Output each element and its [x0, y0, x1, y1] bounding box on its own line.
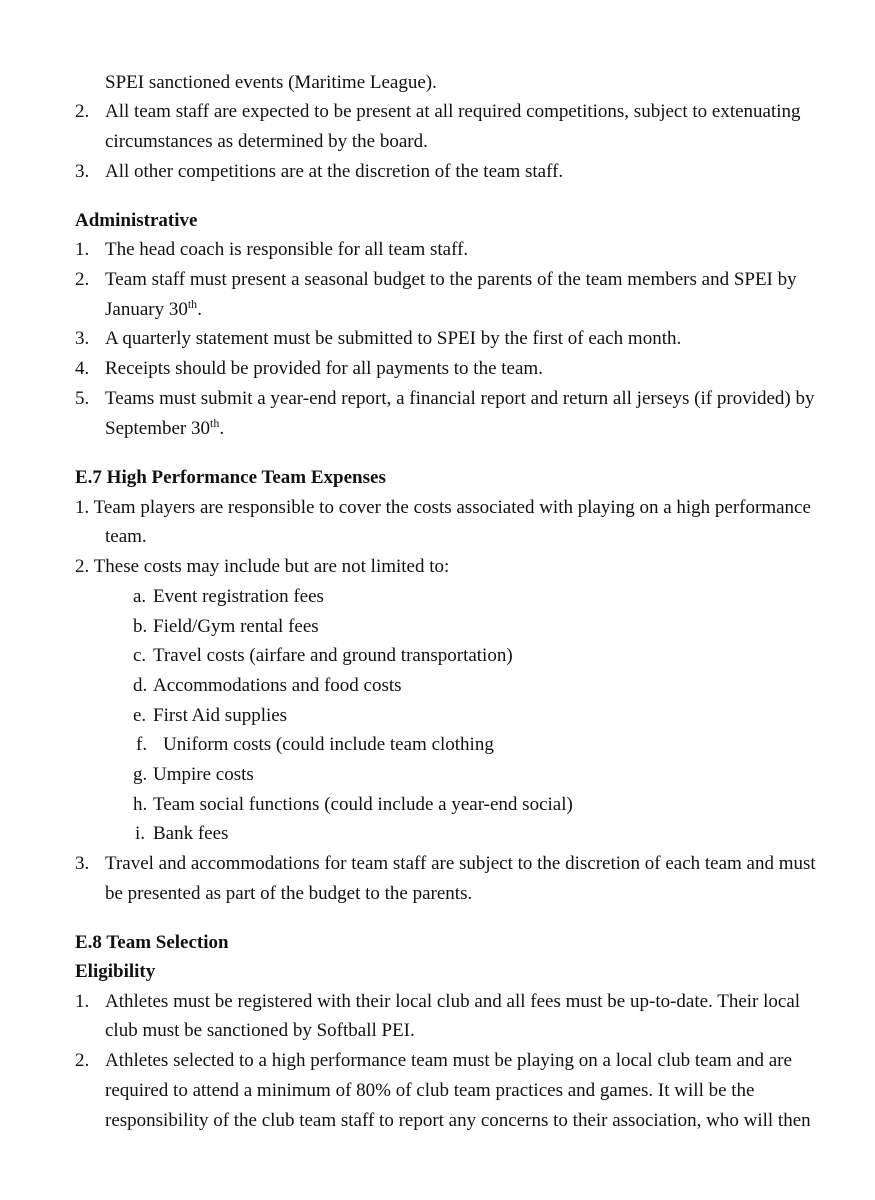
- sublist-item: Accommodations and food costs: [153, 675, 402, 696]
- section-heading-e7: E.7 High Performance Team Expenses: [75, 467, 386, 488]
- sublist-letter: c.: [133, 645, 147, 666]
- list-number: 3.: [75, 328, 90, 349]
- list-number: 3.: [75, 161, 90, 182]
- list-item-continuation: team.: [105, 526, 147, 547]
- sublist-item: Umpire costs: [153, 764, 254, 785]
- sublist-letter: b.: [133, 616, 148, 637]
- list-number: 3.: [75, 853, 90, 874]
- sublist-item: Bank fees: [153, 823, 229, 844]
- sublist-letter: g.: [133, 764, 148, 785]
- list-item-continuation: be presented as part of the budget to the parents.: [105, 883, 473, 904]
- list-item-continuation: [105, 297, 202, 320]
- list-item: 1. Team players are responsible to cover the costs associated with playing on a high performance: [75, 497, 811, 518]
- list-item-continuation: responsibility of the club team staff to report any concerns to their association, who will then: [105, 1110, 811, 1131]
- list-item: Receipts should be provided for all payments to the team.: [105, 358, 543, 379]
- sublist-letter: e.: [133, 705, 147, 726]
- list-item: Travel and accommodations for team staff are subject to the discretion of each team and must: [105, 853, 816, 874]
- ordinal-suffix: th: [187, 297, 198, 311]
- sublist-item: Team social functions (could include a year-end social): [153, 794, 573, 815]
- sublist-letter: f.: [136, 734, 148, 755]
- sublist-item: Field/Gym rental fees: [153, 616, 319, 637]
- section-heading-e8: E.8 Team Selection: [75, 932, 229, 953]
- list-number: 1.: [75, 991, 90, 1012]
- sublist-item: Event registration fees: [153, 586, 324, 607]
- list-number: 4.: [75, 358, 90, 379]
- list-number: 2.: [75, 269, 90, 290]
- period: .: [197, 299, 202, 320]
- list-item: Team staff must present a seasonal budget to the parents of the team members and SPEI by: [105, 269, 797, 290]
- list-item: A quarterly statement must be submitted to SPEI by the first of each month.: [105, 328, 682, 349]
- ordinal-suffix: th: [210, 416, 220, 430]
- list-number: 5.: [75, 388, 90, 409]
- list-number: 2.: [75, 101, 90, 122]
- list-item: All team staff are expected to be present at all required competitions, subject to extenuating: [105, 101, 801, 122]
- section-heading-administrative: Administrative: [75, 210, 198, 231]
- sublist-item: Travel costs (airfare and ground transportation): [153, 645, 513, 666]
- sublist-letter: h.: [133, 794, 148, 815]
- sublist-item: Uniform costs (could include team clothing: [163, 734, 494, 755]
- list-number: 2.: [75, 1050, 90, 1071]
- list-item-continuation: [105, 416, 225, 439]
- list-item: Athletes selected to a high performance team must be playing on a local club team and are: [105, 1050, 792, 1071]
- list-item: 2. These costs may include but are not limited to:: [75, 556, 450, 577]
- list-item-continuation: required to attend a minimum of 80% of club team practices and games. It will be the: [105, 1080, 755, 1101]
- list-number: 1.: [75, 239, 90, 260]
- sublist-item: First Aid supplies: [153, 705, 288, 726]
- period: .: [219, 418, 225, 439]
- list-item-continuation: circumstances as determined by the board.: [105, 131, 428, 152]
- sublist-letter: d.: [133, 675, 148, 696]
- subsection-heading-eligibility: Eligibility: [75, 961, 156, 982]
- list-item: The head coach is responsible for all team staff.: [105, 239, 469, 260]
- date-text: January 30: [105, 299, 188, 320]
- date-text: September 30: [105, 418, 211, 439]
- list-item: Teams must submit a year-end report, a financial report and return all jerseys (if provided) by: [105, 388, 815, 409]
- list-item-continuation: club must be sanctioned by Softball PEI.: [105, 1020, 415, 1041]
- list-item: All other competitions are at the discretion of the team staff.: [105, 161, 564, 182]
- list-item: Athletes must be registered with their local club and all fees must be up-to-date. Their local: [105, 991, 801, 1012]
- list-item-continuation: SPEI sanctioned events (Maritime League).: [105, 72, 437, 93]
- sublist-letter: i.: [135, 823, 146, 844]
- sublist-letter: a.: [133, 586, 147, 607]
